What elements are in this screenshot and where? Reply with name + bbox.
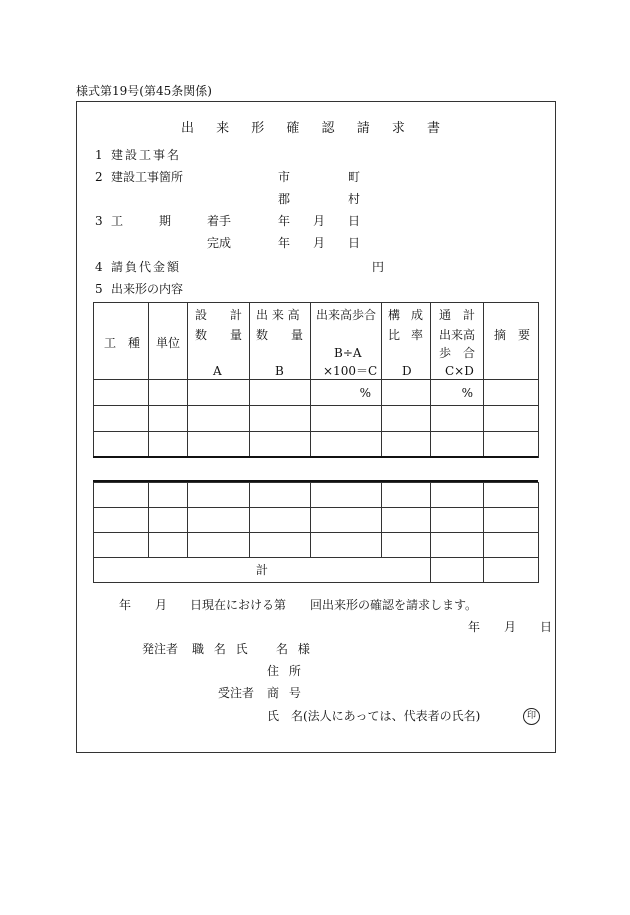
table-row [94, 483, 539, 508]
start-day: 日 [348, 214, 361, 228]
table-cell[interactable] [94, 380, 149, 406]
form-number: 様式第19号(第45条関係) [76, 84, 212, 98]
cumulative-percent-cell[interactable]: % [431, 380, 484, 406]
table-cell[interactable] [311, 483, 382, 508]
table-cell[interactable] [484, 483, 539, 508]
table-cell[interactable] [149, 483, 188, 508]
table-cell[interactable] [431, 432, 484, 458]
rate-percent-cell[interactable]: % [311, 380, 382, 406]
request-month: 月 [155, 598, 168, 612]
header-rate-label: 出来高歩合 [316, 308, 377, 322]
table-cell[interactable] [250, 533, 311, 558]
header-rate-formula-2: ×100＝C [323, 364, 378, 378]
item-2-number: 2 [95, 170, 103, 184]
table-cell[interactable] [188, 380, 250, 406]
header-comp-label-1: 構 [388, 308, 401, 322]
table-cell[interactable] [250, 380, 311, 406]
table-cell[interactable] [94, 432, 149, 458]
header-remarks [484, 303, 539, 380]
table-cell[interactable] [94, 406, 149, 432]
total-row [94, 558, 539, 583]
table-cell[interactable] [188, 432, 250, 458]
city-label: 市 [278, 170, 291, 184]
header-comp-label-4: 率 [411, 328, 424, 342]
table-cell[interactable] [188, 533, 250, 558]
item-5-label: 出来形の内容 [111, 282, 184, 296]
table-break-line-top [93, 456, 538, 458]
table-cell[interactable] [250, 483, 311, 508]
table-cell[interactable] [149, 533, 188, 558]
seal-mark: 印 [523, 708, 540, 725]
end-label: 完成 [207, 236, 232, 250]
end-month: 月 [313, 236, 326, 250]
table-cell[interactable] [311, 406, 382, 432]
trade-name-label: 商 号 [267, 686, 304, 700]
table-cell[interactable] [484, 508, 539, 533]
table-cell[interactable] [188, 508, 250, 533]
table-cell[interactable] [188, 406, 250, 432]
table-row [94, 533, 539, 558]
item-3-label: 工 期 [111, 214, 172, 228]
item-1-number: 1 [95, 148, 103, 162]
header-comp-code: D [402, 364, 412, 378]
table-cell[interactable] [382, 508, 431, 533]
table-cell[interactable] [188, 483, 250, 508]
table-row [94, 380, 539, 406]
total-cumulative-cell[interactable] [431, 558, 484, 583]
date-day: 日 [540, 620, 553, 634]
table-cell[interactable] [149, 380, 188, 406]
item-1-label: 建設工事名 [111, 148, 182, 162]
document-title: 出 来 形 確 認 請 求 書 [181, 121, 449, 136]
total-remarks-cell[interactable] [484, 558, 539, 583]
total-label-cell [94, 558, 431, 583]
village-label: 村 [348, 192, 361, 206]
progress-table-lower [93, 482, 539, 583]
table-cell[interactable] [311, 432, 382, 458]
orderer-role: 職 名 氏 [192, 642, 251, 656]
table-cell[interactable] [94, 533, 149, 558]
total-label: 計 [255, 563, 268, 577]
table-row [94, 508, 539, 533]
table-cell[interactable] [382, 432, 431, 458]
header-progress-rate [311, 303, 382, 380]
header-design-code: A [213, 364, 222, 378]
header-cum-label-3: 歩 合 [439, 346, 476, 360]
item-2-label: 建設工事箇所 [111, 170, 184, 184]
table-cell[interactable] [149, 406, 188, 432]
header-remarks-label: 摘 要 [494, 328, 531, 342]
table-cell[interactable] [250, 432, 311, 458]
header-done-label-1: 出 来 高 [256, 308, 300, 322]
item-4-label: 請負代金額 [111, 260, 182, 274]
orderer-name-honorific: 名 様 [276, 642, 313, 656]
start-year: 年 [278, 214, 291, 228]
header-design-label-4: 量 [230, 328, 243, 342]
header-kind-label: 工 種 [104, 336, 141, 350]
end-day: 日 [348, 236, 361, 250]
header-design-label-3: 数 [195, 328, 208, 342]
orderer-label: 発注者 [142, 642, 179, 656]
end-year: 年 [278, 236, 291, 250]
table-cell[interactable] [382, 406, 431, 432]
table-cell[interactable] [311, 508, 382, 533]
table-cell[interactable] [250, 406, 311, 432]
date-month: 月 [504, 620, 517, 634]
header-kind [94, 303, 149, 380]
header-unit-label: 単位 [156, 336, 181, 350]
header-composition-ratio [382, 303, 431, 380]
table-cell[interactable] [382, 533, 431, 558]
header-comp-label-3: 比 [388, 328, 401, 342]
table-cell[interactable] [431, 533, 484, 558]
table-cell[interactable] [149, 432, 188, 458]
table-cell[interactable] [382, 380, 431, 406]
item-3-number: 3 [95, 214, 103, 228]
header-done-quantity [250, 303, 311, 380]
table-cell[interactable] [484, 533, 539, 558]
start-month: 月 [313, 214, 326, 228]
header-rate-formula-1: B÷A [334, 346, 362, 360]
table-cell[interactable] [250, 508, 311, 533]
header-comp-label-2: 成 [411, 308, 424, 322]
table-cell[interactable] [484, 380, 539, 406]
header-cumulative-rate [431, 303, 484, 380]
address-label: 住 所 [267, 664, 304, 678]
header-design-label-2: 計 [230, 308, 243, 322]
header-cum-label-2: 出来高 [439, 328, 476, 342]
header-design-label-1: 設 [195, 308, 208, 322]
table-cell[interactable] [484, 432, 539, 458]
yen-label: 円 [372, 260, 385, 274]
table-cell[interactable] [484, 406, 539, 432]
county-label: 郡 [278, 192, 291, 206]
town-label: 町 [348, 170, 361, 184]
table-cell[interactable] [431, 406, 484, 432]
contractor-name-label: 氏 名(法人にあっては、代表者の氏名) [267, 709, 481, 723]
table-cell[interactable] [149, 508, 188, 533]
table-row [94, 406, 539, 432]
table-cell[interactable] [311, 533, 382, 558]
progress-table-upper [93, 302, 539, 458]
header-cum-label-1: 通 計 [439, 308, 476, 322]
table-header-row [94, 303, 539, 380]
item-5-number: 5 [95, 282, 103, 296]
request-sentence: 日現在における第 回出来形の確認を請求します。 [190, 598, 478, 612]
request-year: 年 [119, 598, 132, 612]
table-cell[interactable] [94, 483, 149, 508]
header-design-quantity [188, 303, 250, 380]
start-label: 着手 [207, 214, 232, 228]
table-cell[interactable] [382, 483, 431, 508]
header-done-label-3: 量 [291, 328, 304, 342]
header-done-label-2: 数 [256, 328, 269, 342]
header-done-code: B [275, 364, 284, 378]
table-cell[interactable] [431, 508, 484, 533]
header-cum-code: C×D [445, 364, 474, 378]
item-4-number: 4 [95, 260, 103, 274]
table-cell[interactable] [94, 508, 149, 533]
date-year: 年 [468, 620, 481, 634]
contractor-label: 受注者 [218, 686, 255, 700]
header-unit [149, 303, 188, 380]
table-cell[interactable] [431, 483, 484, 508]
table-row [94, 432, 539, 458]
